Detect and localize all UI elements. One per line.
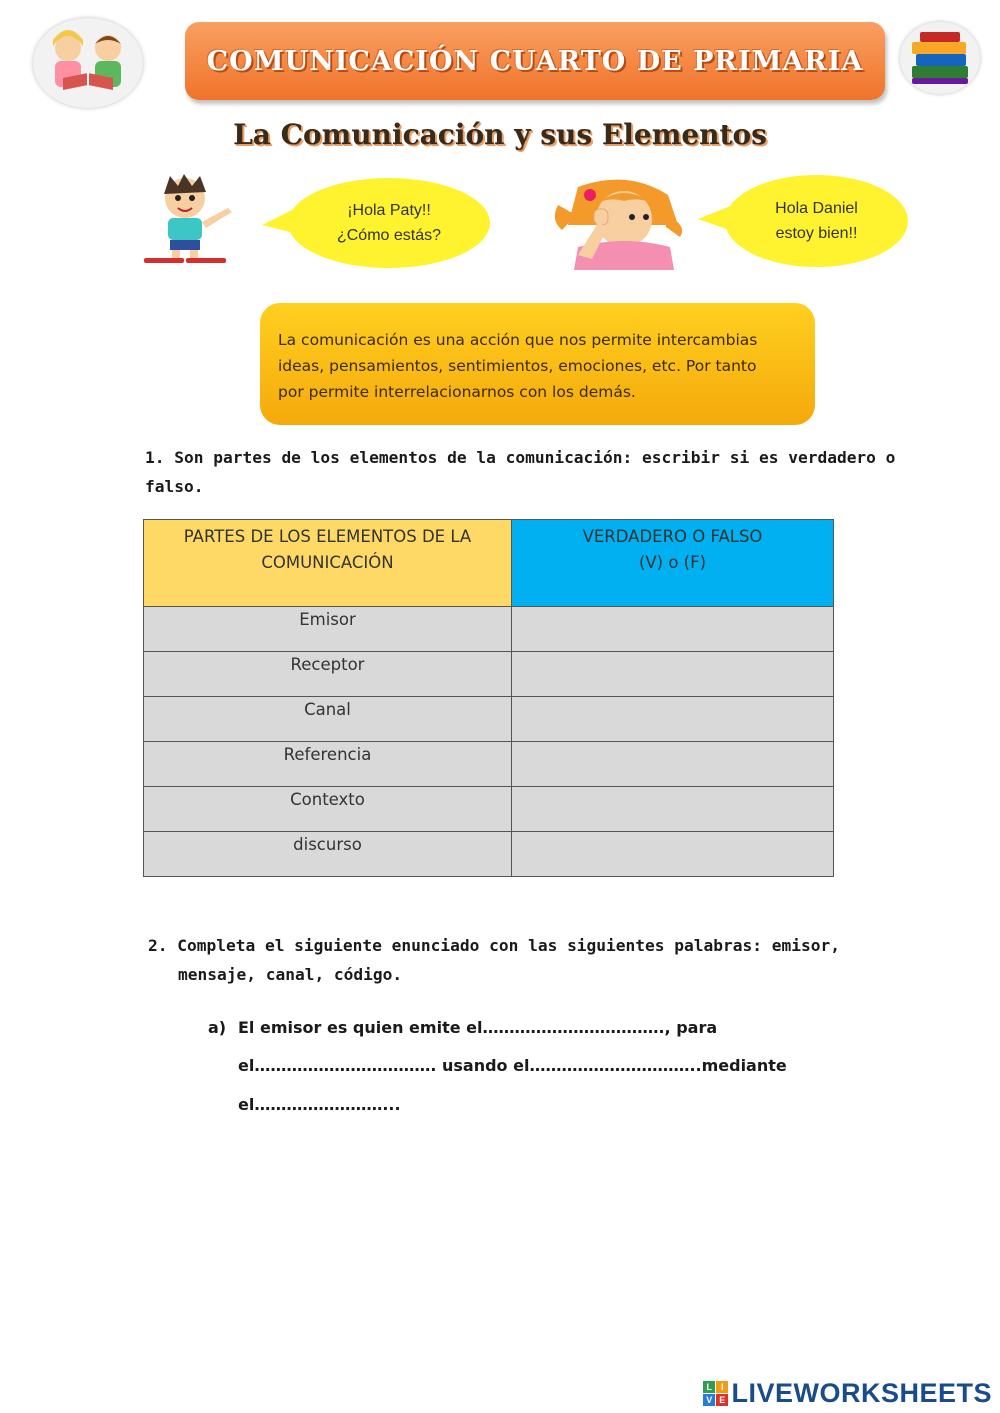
table-header-row <box>144 520 834 607</box>
exercise-a-line2[interactable]: el……………………………. usando el…………………………..mediante <box>238 1056 787 1075</box>
kids-reading-illustration <box>33 18 143 108</box>
definition-box <box>260 303 815 425</box>
table-header-tf-line1: VERDADERO O FALSO <box>582 527 763 546</box>
exercise-a-line1[interactable]: El emisor es quien emite el……………………………., para <box>238 1018 718 1037</box>
header-banner <box>185 22 885 100</box>
boy-illustration <box>140 172 260 268</box>
answer-field-canal[interactable] <box>512 697 834 742</box>
girl-listening-icon <box>548 175 693 270</box>
row-label: Contexto <box>144 787 512 832</box>
kids-reading-logo <box>33 18 143 108</box>
speech-bubble-left <box>288 178 490 268</box>
answer-field-contexto[interactable] <box>512 787 834 832</box>
answer-field-referencia[interactable] <box>512 742 834 787</box>
table-header-tf-line2: (V) o (F) <box>638 553 707 572</box>
exercise-a-line3[interactable]: el……………………... <box>238 1095 401 1114</box>
row-label: Referencia <box>144 742 512 787</box>
question-1 <box>145 443 896 501</box>
table-row <box>144 697 834 742</box>
bubble-left-line1: ¡Hola Paty!! <box>347 202 431 219</box>
answer-field-emisor[interactable] <box>512 607 834 652</box>
liveworksheets-logo-icon <box>703 1381 728 1406</box>
table-row <box>144 652 834 697</box>
answer-field-discurso[interactable] <box>512 832 834 877</box>
liveworksheets-brand: LIVEWORKSHEETS <box>731 1378 992 1408</box>
definition-line1: La comunicación es una acción que nos permite intercambias <box>278 331 758 349</box>
girl-illustration <box>548 175 693 274</box>
liveworksheets-logo <box>703 1378 992 1409</box>
bubble-right-line2: estoy bien!! <box>775 225 858 242</box>
answer-field-receptor[interactable] <box>512 652 834 697</box>
table-header-parts-line1: PARTES DE LOS ELEMENTOS DE LA <box>183 527 472 546</box>
logo-letter: E <box>716 1394 728 1406</box>
definition-line3: por permite interrelacionarnos con los demás. <box>278 383 636 401</box>
table-row <box>144 742 834 787</box>
row-label: Emisor <box>144 607 512 652</box>
books-logo <box>900 22 980 94</box>
speech-bubble-right <box>725 175 908 267</box>
true-false-table <box>143 519 834 877</box>
exercise-a-marker: a) <box>208 1018 227 1037</box>
page-subtitle: La Comunicación y sus Elementos <box>233 118 767 151</box>
bubble-right-line1: Hola Daniel <box>775 200 858 217</box>
question-2-line1: 2. Completa el siguiente enunciado con las siguientes palabras: emisor, <box>148 936 840 955</box>
definition-line2: ideas, pensamientos, sentimientos, emociones, etc. Por tanto <box>278 357 757 375</box>
table-header-true-false <box>512 520 834 607</box>
table-header-parts <box>144 520 512 607</box>
table-header-parts-line2: COMUNICACIÓN <box>261 553 394 572</box>
row-label: discurso <box>144 832 512 877</box>
logo-letter: V <box>703 1394 715 1406</box>
question-2-line2: mensaje, canal, código. <box>178 965 403 984</box>
question-1-line1: 1. Son partes de los elementos de la comunicación: escribir si es verdadero o <box>145 448 896 467</box>
question-1-line2: falso. <box>145 477 204 496</box>
bubble-left-tail <box>262 205 302 235</box>
table-row <box>144 832 834 877</box>
bubble-right-tail <box>698 203 738 233</box>
row-label: Canal <box>144 697 512 742</box>
table-row <box>144 607 834 652</box>
boy-waving-icon <box>140 172 260 264</box>
question-2 <box>148 931 868 989</box>
logo-letter: L <box>703 1381 715 1393</box>
bubble-left-line2: ¿Cómo estás? <box>336 227 442 244</box>
logo-letter: I <box>716 1381 728 1393</box>
table-row <box>144 787 834 832</box>
header-title: COMUNICACIÓN CUARTO DE PRIMARIA <box>206 45 864 77</box>
row-label: Receptor <box>144 652 512 697</box>
books-icon <box>900 22 980 94</box>
